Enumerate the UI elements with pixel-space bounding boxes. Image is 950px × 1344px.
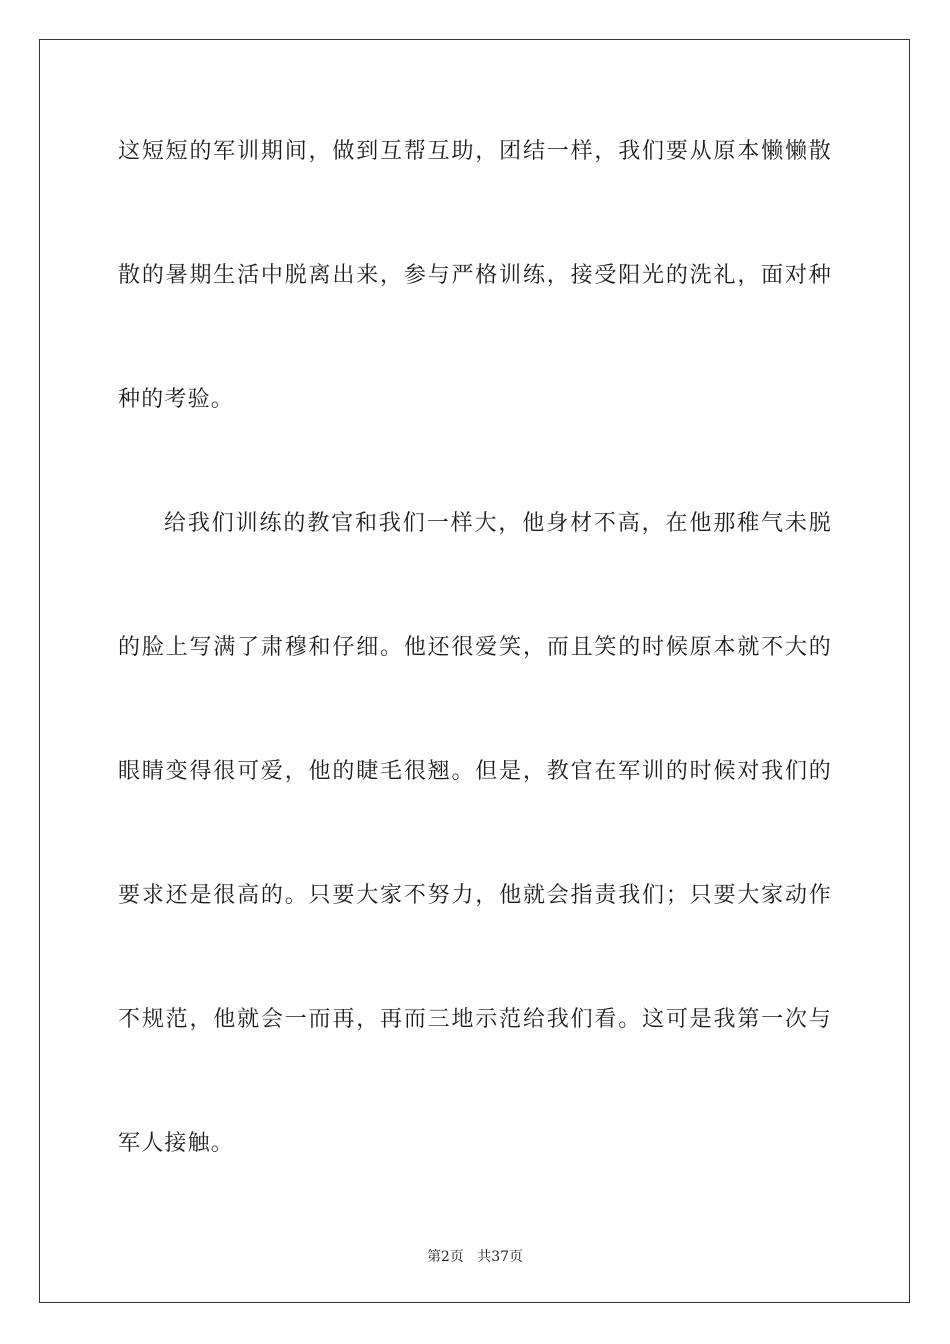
paragraph-line: 军人接触。 bbox=[118, 1131, 235, 1156]
paragraph-line: 的脸上写满了肃穆和仔细。他还很爱笑，而且笑的时候原本就不大的 bbox=[118, 635, 832, 660]
page-footer bbox=[0, 1248, 950, 1266]
paragraph-line: 种的考验。 bbox=[118, 387, 235, 412]
paragraph-line: 给我们训练的教官和我们一样大，他身材不高，在他那稚气未脱 bbox=[164, 511, 832, 536]
page-number: 第2页 bbox=[426, 1249, 464, 1265]
page-frame bbox=[39, 39, 910, 1303]
paragraph-line: 不规范，他就会一而再，再而三地示范给我们看。这可是我第一次与 bbox=[118, 1007, 832, 1032]
page-total: 共37页 bbox=[477, 1249, 524, 1265]
paragraph-line: 眼睛变得很可爱，他的睫毛很翘。但是，教官在军训的时候对我们的 bbox=[118, 759, 832, 784]
paragraph-line: 要求还是很高的。只要大家不努力，他就会指责我们；只要大家动作 bbox=[118, 883, 832, 908]
paragraph-line: 这短短的军训期间，做到互帮互助，团结一样，我们要从原本懒懒散 bbox=[118, 139, 832, 164]
paragraph-line: 散的暑期生活中脱离出来，参与严格训练，接受阳光的洗礼，面对种 bbox=[118, 263, 832, 288]
